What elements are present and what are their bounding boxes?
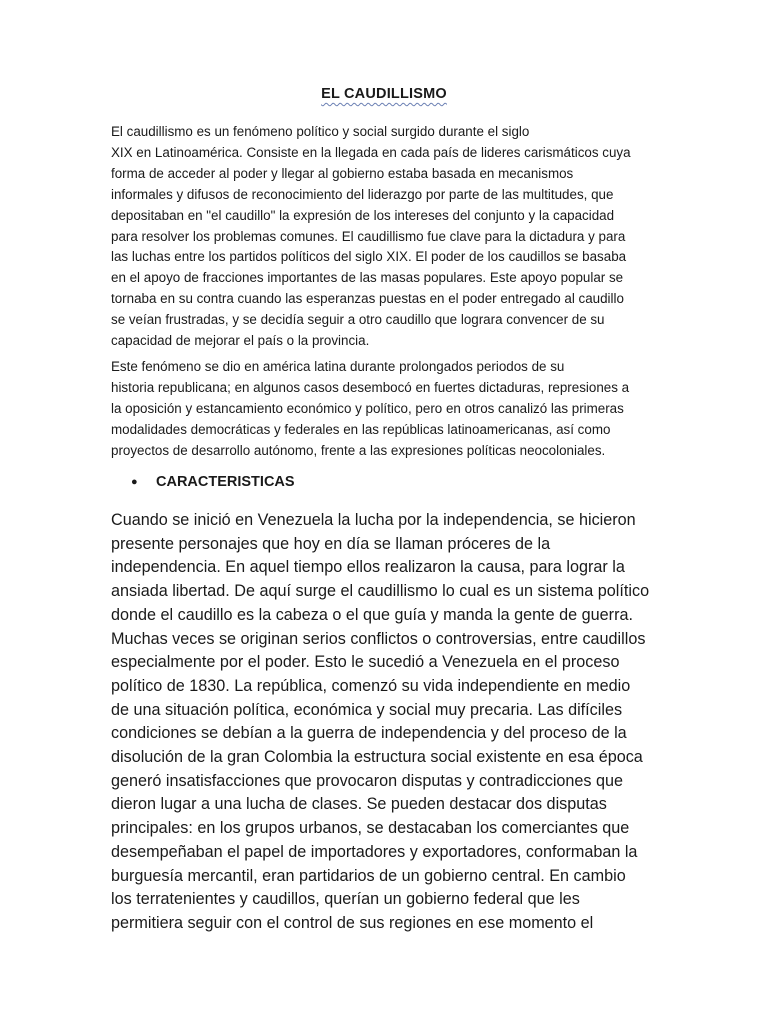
paragraph-intro — [111, 122, 663, 352]
section-heading — [131, 474, 295, 490]
text-line: Muchas veces se originan serios conflictos o controversias, entre caudillos — [111, 629, 646, 648]
section-heading-text: CARACTERISTICAS — [156, 474, 295, 490]
bullet-icon: ● — [131, 476, 138, 488]
document-title-text: EL CAUDILLISMO — [321, 86, 447, 102]
text-line: de una situación política, económica y social muy precaria. Las difíciles — [111, 700, 623, 719]
paragraph-history — [111, 357, 663, 462]
text-line: independencia. En aquel tiempo ellos realizaron la causa, para lograr la — [111, 558, 625, 577]
text-line: en el apoyo de fracciones importantes de las masas populares. Este apoyo popular se — [111, 270, 624, 286]
text-line: presente personajes que hoy en día se llaman próceres de la — [111, 534, 551, 553]
text-line: capacidad de mejorar el país o la provincia. — [111, 333, 370, 349]
text-line: desempeñaban el papel de importadores y exportadores, conformaban la — [111, 842, 638, 861]
text-line: generó insatisfacciones que provocaron disputas y contradicciones que — [111, 771, 624, 790]
text-line: burguesía mercantil, eran partidarios de un gobierno central. En cambio — [111, 866, 626, 885]
text-line: se veían frustradas, y se decidía seguir a otro caudillo que lograra convencer de su — [111, 312, 605, 328]
text-line: modalidades democráticas y federales en las repúblicas latinoamericanas, así como — [111, 421, 611, 437]
text-line: político de 1830. La república, comenzó su vida independiente en medio — [111, 676, 631, 695]
text-line: permitiera seguir con el control de sus regiones en ese momento el — [111, 913, 594, 932]
text-line: Este fenómeno se dio en américa latina durante prolongados periodos de su — [111, 359, 565, 374]
text-line: las luchas entre los partidos políticos del siglo XIX. El poder de los caudillos se basaba — [111, 249, 627, 265]
text-line: la oposición y estancamiento económico y político, pero en otros canalizó las primeras — [111, 400, 624, 416]
text-line: disolución de la gran Colombia la estructura social existente en esa época — [111, 748, 643, 767]
text-line: XIX en Latinoamérica. Consiste en la llegada en cada país de lideres carismáticos cuya — [111, 144, 631, 160]
text-line: principales: en los grupos urbanos, se destacaban los comerciantes que — [111, 819, 630, 838]
text-line: condiciones se debían a la guerra de independencia y del proceso de la — [111, 724, 627, 743]
text-line: los terratenientes y caudillos, querían un gobierno federal que les — [111, 890, 580, 909]
text-line: ansiada libertad. De aquí surge el caudillismo lo cual es un sistema político — [111, 582, 650, 601]
paragraph-characteristics — [111, 509, 671, 936]
text-line: proyectos de desarrollo autónomo, frente a las expresiones políticas neocoloniales. — [111, 442, 606, 458]
document-title — [0, 86, 768, 102]
text-line: para resolver los problemas comunes. El caudillismo fue clave para la dictadura y para — [111, 228, 626, 244]
text-line: donde el caudillo es la cabeza o el que guía y manda la gente de guerra. — [111, 605, 633, 624]
text-line: dieron lugar a una lucha de clases. Se pueden destacar dos disputas — [111, 795, 607, 814]
text-line: depositaban en "el caudillo" la expresión de los intereses del conjunto y la capacidad — [111, 207, 615, 223]
text-line: tornaba en su contra cuando las esperanzas puestas en el poder entregado al caudillo — [111, 291, 624, 307]
text-line: historia republicana; en algunos casos desembocó en fuertes dictaduras, represiones a — [111, 379, 630, 395]
text-line: forma de acceder al poder y llegar al gobierno estaba basada en mecanismos — [111, 165, 574, 181]
text-line: El caudillismo es un fenómeno político y social surgido durante el siglo — [111, 124, 530, 139]
text-line: informales y difusos de reconocimiento del liderazgo por parte de las multitudes, que — [111, 186, 614, 202]
text-line: Cuando se inició en Venezuela la lucha por la independencia, se hicieron — [111, 511, 636, 529]
text-line: especialmente por el poder. Esto le sucedió a Venezuela en el proceso — [111, 653, 620, 672]
